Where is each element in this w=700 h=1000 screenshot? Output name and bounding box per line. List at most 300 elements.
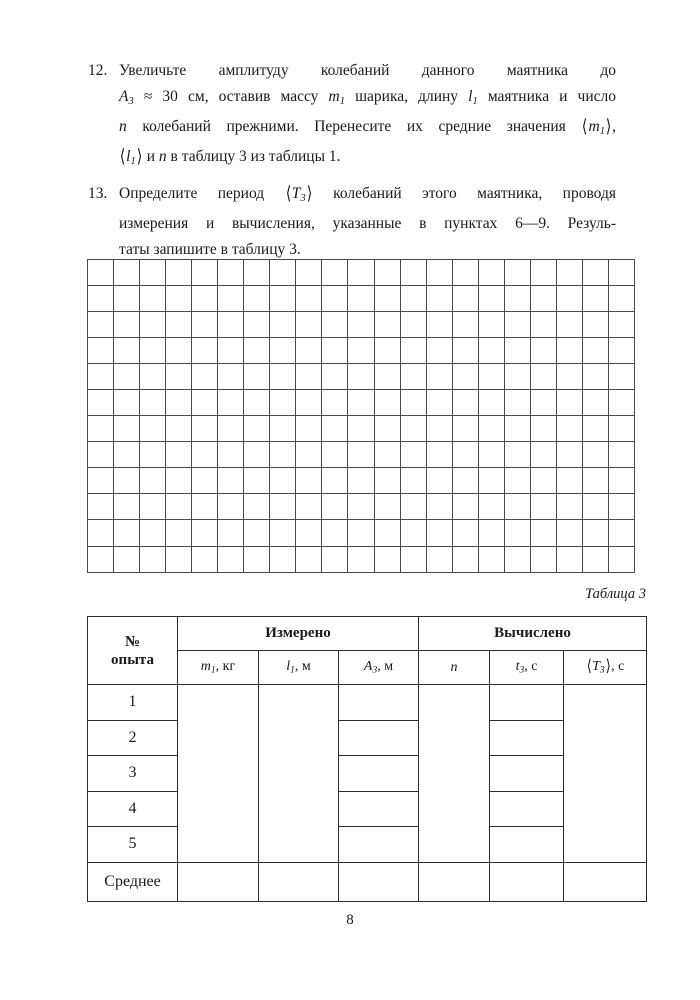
- grid-cell[interactable]: [374, 286, 400, 312]
- cell-amplitude-1[interactable]: [339, 685, 419, 721]
- grid-cell[interactable]: [374, 442, 400, 468]
- grid-cell[interactable]: [452, 286, 478, 312]
- grid-cell[interactable]: [192, 364, 218, 390]
- instruction-text-12: Увеличьте амплитуду колебаний данного маятника до $A_3 \approx 30$ см, оставив массу $m_1$ шарика, длину $l_1$ маятника и число n колебаний прежними. Перенесите их средние значения $⟨m_1⟩$, $⟨l_1⟩$ и n в таблицу 3 из таблицы 1.: [119, 62, 617, 168]
- grid-cell[interactable]: [426, 338, 452, 364]
- grid-cell[interactable]: [504, 520, 530, 546]
- grid-cell[interactable]: [374, 416, 400, 442]
- grid-cell[interactable]: [322, 416, 348, 442]
- grid-cell[interactable]: [192, 338, 218, 364]
- cell-oscillation-count-merged[interactable]: [419, 685, 490, 863]
- grid-cell[interactable]: [296, 338, 322, 364]
- grid-cell[interactable]: [296, 416, 322, 442]
- grid-cell[interactable]: [296, 312, 322, 338]
- grid-cell[interactable]: [140, 494, 166, 520]
- grid-table: [87, 259, 635, 573]
- grid-cell[interactable]: [114, 494, 140, 520]
- grid-cell[interactable]: [166, 312, 192, 338]
- grid-cell[interactable]: [270, 520, 296, 546]
- grid-cell[interactable]: [348, 312, 374, 338]
- grid-cell[interactable]: [478, 364, 504, 390]
- grid-cell[interactable]: [582, 312, 608, 338]
- grid-cell[interactable]: [452, 338, 478, 364]
- row-label-2[interactable]: 2: [88, 720, 178, 756]
- grid-cell[interactable]: [218, 416, 244, 442]
- grid-cell[interactable]: [504, 390, 530, 416]
- grid-cell[interactable]: [322, 312, 348, 338]
- cell-average-oscillation-count[interactable]: [419, 862, 490, 901]
- grid-cell[interactable]: [556, 416, 582, 442]
- grid-cell[interactable]: [322, 390, 348, 416]
- grid-cell[interactable]: [114, 312, 140, 338]
- grid-cell[interactable]: [88, 520, 114, 546]
- cell-time-4[interactable]: [490, 791, 564, 827]
- grid-cell[interactable]: [166, 364, 192, 390]
- grid-cell[interactable]: [504, 286, 530, 312]
- instruction-number-13: 13.: [88, 184, 108, 202]
- grid-cell[interactable]: [348, 468, 374, 494]
- grid-cell[interactable]: [244, 494, 270, 520]
- grid-cell[interactable]: [166, 546, 192, 572]
- grid-cell[interactable]: [426, 312, 452, 338]
- results-table: [87, 616, 647, 902]
- grid-cell[interactable]: [296, 468, 322, 494]
- grid-cell[interactable]: [296, 364, 322, 390]
- grid-cell[interactable]: [192, 286, 218, 312]
- grid-cell[interactable]: [270, 468, 296, 494]
- grid-cell[interactable]: [530, 442, 556, 468]
- grid-cell[interactable]: [530, 546, 556, 572]
- grid-cell[interactable]: [556, 494, 582, 520]
- grid-cell[interactable]: [348, 390, 374, 416]
- grid-cell[interactable]: [114, 546, 140, 572]
- grid-cell[interactable]: [374, 312, 400, 338]
- grid-cell[interactable]: [504, 468, 530, 494]
- cell-amplitude-2[interactable]: [339, 720, 419, 756]
- grid-cell[interactable]: [478, 442, 504, 468]
- grid-cell[interactable]: [322, 364, 348, 390]
- cell-length-merged[interactable]: [259, 685, 339, 863]
- grid-cell[interactable]: [530, 312, 556, 338]
- cell-amplitude-5[interactable]: [339, 827, 419, 863]
- grid-cell[interactable]: [270, 260, 296, 286]
- grid-cell[interactable]: [608, 312, 634, 338]
- results-table-3: [87, 616, 647, 902]
- instruction-number-12: 12.: [88, 62, 108, 79]
- grid-cell[interactable]: [322, 286, 348, 312]
- grid-cell[interactable]: [504, 364, 530, 390]
- grid-cell[interactable]: [608, 338, 634, 364]
- grid-cell[interactable]: [374, 494, 400, 520]
- grid-cell[interactable]: [270, 416, 296, 442]
- grid-cell[interactable]: [608, 286, 634, 312]
- grid-cell[interactable]: [504, 260, 530, 286]
- grid-cell[interactable]: [478, 390, 504, 416]
- grid-cell[interactable]: [504, 312, 530, 338]
- grid-cell[interactable]: [582, 546, 608, 572]
- grid-cell[interactable]: [114, 364, 140, 390]
- grid-cell[interactable]: [530, 520, 556, 546]
- grid-cell[interactable]: [270, 364, 296, 390]
- grid-cell[interactable]: [166, 520, 192, 546]
- grid-cell[interactable]: [504, 546, 530, 572]
- grid-cell[interactable]: [608, 494, 634, 520]
- grid-cell[interactable]: [270, 494, 296, 520]
- grid-cell[interactable]: [140, 442, 166, 468]
- grid-cell[interactable]: [504, 338, 530, 364]
- grid-cell[interactable]: [192, 468, 218, 494]
- grid-cell[interactable]: [582, 260, 608, 286]
- grid-cell[interactable]: [400, 494, 426, 520]
- grid-cell[interactable]: [608, 546, 634, 572]
- grid-cell[interactable]: [166, 416, 192, 442]
- grid-cell[interactable]: [608, 520, 634, 546]
- grid-cell[interactable]: [114, 442, 140, 468]
- grid-cell[interactable]: [348, 546, 374, 572]
- grid-cell[interactable]: [192, 520, 218, 546]
- grid-cell[interactable]: [88, 364, 114, 390]
- grid-cell[interactable]: [166, 260, 192, 286]
- grid-cell[interactable]: [374, 468, 400, 494]
- grid-cell[interactable]: [270, 338, 296, 364]
- cell-time-2[interactable]: [490, 720, 564, 756]
- grid-row: [88, 338, 635, 364]
- grid-cell[interactable]: [426, 494, 452, 520]
- grid-cell[interactable]: [114, 260, 140, 286]
- grid-cell[interactable]: [608, 390, 634, 416]
- grid-cell[interactable]: [556, 468, 582, 494]
- row-label-3[interactable]: 3: [88, 756, 178, 792]
- grid-cell[interactable]: [348, 364, 374, 390]
- grid-cell[interactable]: [556, 260, 582, 286]
- grid-cell[interactable]: [608, 468, 634, 494]
- grid-cell[interactable]: [192, 494, 218, 520]
- grid-cell[interactable]: [504, 494, 530, 520]
- grid-cell[interactable]: [218, 442, 244, 468]
- grid-cell[interactable]: [426, 286, 452, 312]
- header-no-symbol: №: [124, 633, 141, 650]
- grid-cell[interactable]: [556, 286, 582, 312]
- grid-cell[interactable]: [452, 546, 478, 572]
- grid-cell[interactable]: [530, 338, 556, 364]
- grid-cell[interactable]: [530, 260, 556, 286]
- grid-cell[interactable]: [140, 520, 166, 546]
- grid-cell[interactable]: [348, 338, 374, 364]
- grid-cell[interactable]: [244, 390, 270, 416]
- grid-cell[interactable]: [452, 494, 478, 520]
- grid-cell[interactable]: [556, 520, 582, 546]
- grid-cell[interactable]: [88, 260, 114, 286]
- grid-cell[interactable]: [478, 286, 504, 312]
- grid-cell[interactable]: [348, 494, 374, 520]
- grid-cell[interactable]: [218, 312, 244, 338]
- grid-cell[interactable]: [88, 494, 114, 520]
- grid-cell[interactable]: [348, 442, 374, 468]
- grid-cell[interactable]: [426, 468, 452, 494]
- grid-cell[interactable]: [244, 468, 270, 494]
- grid-cell[interactable]: [608, 260, 634, 286]
- grid-cell[interactable]: [140, 546, 166, 572]
- grid-cell[interactable]: [322, 260, 348, 286]
- grid-cell[interactable]: [478, 468, 504, 494]
- cell-average-length[interactable]: [259, 862, 339, 901]
- grid-cell[interactable]: [426, 520, 452, 546]
- grid-cell[interactable]: [426, 442, 452, 468]
- grid-cell[interactable]: [244, 338, 270, 364]
- grid-cell[interactable]: [478, 546, 504, 572]
- grid-cell[interactable]: [400, 520, 426, 546]
- grid-cell[interactable]: [348, 286, 374, 312]
- grid-cell[interactable]: [452, 416, 478, 442]
- grid-cell[interactable]: [114, 286, 140, 312]
- grid-cell[interactable]: [452, 260, 478, 286]
- grid-cell[interactable]: [192, 416, 218, 442]
- grid-cell[interactable]: [114, 416, 140, 442]
- grid-cell[interactable]: [426, 364, 452, 390]
- grid-cell[interactable]: [582, 520, 608, 546]
- cell-time-5[interactable]: [490, 827, 564, 863]
- grid-cell[interactable]: [426, 390, 452, 416]
- grid-cell[interactable]: [192, 312, 218, 338]
- grid-cell[interactable]: [504, 442, 530, 468]
- table-group-header-row: [88, 617, 647, 651]
- grid-cell[interactable]: [140, 390, 166, 416]
- grid-cell[interactable]: [296, 442, 322, 468]
- grid-cell[interactable]: [452, 468, 478, 494]
- cell-mean-period-merged[interactable]: [564, 685, 647, 863]
- grid-cell[interactable]: [244, 546, 270, 572]
- grid-cell[interactable]: [426, 260, 452, 286]
- grid-cell[interactable]: [530, 390, 556, 416]
- grid-cell[interactable]: [296, 494, 322, 520]
- grid-cell[interactable]: [582, 416, 608, 442]
- grid-cell[interactable]: [478, 312, 504, 338]
- grid-cell[interactable]: [374, 390, 400, 416]
- grid-cell[interactable]: [452, 390, 478, 416]
- grid-cell[interactable]: [218, 468, 244, 494]
- grid-cell[interactable]: [296, 546, 322, 572]
- grid-cell[interactable]: [504, 416, 530, 442]
- grid-cell[interactable]: [296, 390, 322, 416]
- grid-cell[interactable]: [218, 390, 244, 416]
- grid-cell[interactable]: [322, 520, 348, 546]
- grid-cell[interactable]: [218, 546, 244, 572]
- grid-cell[interactable]: [140, 416, 166, 442]
- table-average-row: [88, 862, 647, 901]
- grid-row: [88, 312, 635, 338]
- grid-cell[interactable]: [322, 468, 348, 494]
- grid-cell[interactable]: [322, 546, 348, 572]
- row-label-4[interactable]: 4: [88, 791, 178, 827]
- row-label-5[interactable]: 5: [88, 827, 178, 863]
- grid-cell[interactable]: [270, 312, 296, 338]
- grid-cell[interactable]: [582, 468, 608, 494]
- grid-cell[interactable]: [244, 442, 270, 468]
- grid-cell[interactable]: [400, 416, 426, 442]
- grid-cell[interactable]: [452, 364, 478, 390]
- grid-cell[interactable]: [426, 546, 452, 572]
- grid-cell[interactable]: [140, 364, 166, 390]
- grid-cell[interactable]: [322, 442, 348, 468]
- grid-cell[interactable]: [400, 312, 426, 338]
- grid-cell[interactable]: [322, 494, 348, 520]
- grid-row: [88, 416, 635, 442]
- grid-cell[interactable]: [192, 546, 218, 572]
- grid-cell[interactable]: [556, 364, 582, 390]
- grid-cell[interactable]: [140, 338, 166, 364]
- grid-row: [88, 390, 635, 416]
- grid-cell[interactable]: [530, 286, 556, 312]
- grid-cell[interactable]: [400, 286, 426, 312]
- grid-cell[interactable]: [556, 442, 582, 468]
- grid-cell[interactable]: [530, 468, 556, 494]
- grid-cell[interactable]: [400, 364, 426, 390]
- grid-cell[interactable]: [114, 338, 140, 364]
- grid-cell[interactable]: [452, 520, 478, 546]
- grid-cell[interactable]: [270, 286, 296, 312]
- grid-cell[interactable]: [478, 260, 504, 286]
- grid-cell[interactable]: [400, 390, 426, 416]
- grid-cell[interactable]: [244, 260, 270, 286]
- cell-average-mean-period[interactable]: [564, 862, 647, 901]
- grid-cell[interactable]: [530, 494, 556, 520]
- cell-amplitude-3[interactable]: [339, 756, 419, 792]
- grid-cell[interactable]: [296, 260, 322, 286]
- page-number: 8: [346, 912, 354, 928]
- grid-cell[interactable]: [582, 338, 608, 364]
- grid-row: [88, 260, 635, 286]
- header-no-word: опыта: [111, 651, 154, 668]
- grid-cell[interactable]: [530, 364, 556, 390]
- grid-cell[interactable]: [374, 520, 400, 546]
- grid-cell[interactable]: [218, 520, 244, 546]
- cell-amplitude-4[interactable]: [339, 791, 419, 827]
- grid-cell[interactable]: [244, 416, 270, 442]
- grid-cell[interactable]: [348, 260, 374, 286]
- grid-cell[interactable]: [114, 390, 140, 416]
- grid-cell[interactable]: [400, 338, 426, 364]
- grid-cell[interactable]: [218, 338, 244, 364]
- grid-cell[interactable]: [322, 338, 348, 364]
- grid-row: [88, 364, 635, 390]
- grid-cell[interactable]: [218, 260, 244, 286]
- grid-cell[interactable]: [88, 390, 114, 416]
- grid-cell[interactable]: [140, 312, 166, 338]
- grid-cell[interactable]: [556, 390, 582, 416]
- cell-time-3[interactable]: [490, 756, 564, 792]
- grid-cell[interactable]: [88, 546, 114, 572]
- grid-cell[interactable]: [582, 364, 608, 390]
- grid-cell[interactable]: [556, 546, 582, 572]
- grid-cell[interactable]: [296, 520, 322, 546]
- grid-cell[interactable]: [400, 260, 426, 286]
- grid-cell[interactable]: [166, 494, 192, 520]
- grid-cell[interactable]: [478, 416, 504, 442]
- grid-cell[interactable]: [166, 286, 192, 312]
- grid-cell[interactable]: [114, 468, 140, 494]
- grid-cell[interactable]: [192, 260, 218, 286]
- grid-cell[interactable]: [478, 338, 504, 364]
- header-cell-measured: Измерено: [178, 617, 419, 651]
- grid-cell[interactable]: [556, 312, 582, 338]
- grid-cell[interactable]: [478, 494, 504, 520]
- grid-cell[interactable]: [270, 546, 296, 572]
- grid-cell[interactable]: [114, 520, 140, 546]
- grid-cell[interactable]: [608, 442, 634, 468]
- grid-cell[interactable]: [374, 546, 400, 572]
- grid-cell[interactable]: [218, 494, 244, 520]
- grid-cell[interactable]: [244, 286, 270, 312]
- grid-cell[interactable]: [192, 442, 218, 468]
- grid-cell[interactable]: [478, 520, 504, 546]
- grid-cell[interactable]: [166, 390, 192, 416]
- grid-cell[interactable]: [400, 546, 426, 572]
- grid-cell[interactable]: [400, 468, 426, 494]
- grid-cell[interactable]: [88, 338, 114, 364]
- instruction-item-12: [88, 58, 616, 175]
- cell-average-amplitude[interactable]: [339, 862, 419, 901]
- grid-cell[interactable]: [374, 364, 400, 390]
- grid-row: [88, 494, 635, 520]
- grid-cell[interactable]: [582, 390, 608, 416]
- grid-cell[interactable]: [452, 442, 478, 468]
- grid-cell[interactable]: [140, 468, 166, 494]
- grid-cell[interactable]: [374, 260, 400, 286]
- grid-cell[interactable]: [270, 442, 296, 468]
- grid-cell[interactable]: [88, 416, 114, 442]
- grid-row: [88, 520, 635, 546]
- grid-cell[interactable]: [244, 364, 270, 390]
- grid-cell[interactable]: [166, 468, 192, 494]
- grid-cell[interactable]: [88, 442, 114, 468]
- row-label-1[interactable]: 1: [88, 685, 178, 721]
- grid-cell[interactable]: [218, 364, 244, 390]
- grid-cell[interactable]: [218, 286, 244, 312]
- grid-cell[interactable]: [140, 260, 166, 286]
- grid-cell[interactable]: [582, 286, 608, 312]
- grid-cell[interactable]: [426, 416, 452, 442]
- grid-cell[interactable]: [348, 520, 374, 546]
- grid-cell[interactable]: [374, 338, 400, 364]
- grid-cell[interactable]: [608, 416, 634, 442]
- cell-average-time[interactable]: [490, 862, 564, 901]
- grid-cell[interactable]: [530, 416, 556, 442]
- grid-cell[interactable]: [348, 416, 374, 442]
- grid-cell[interactable]: [296, 286, 322, 312]
- cell-mass-merged[interactable]: [178, 685, 259, 863]
- grid-cell[interactable]: [244, 520, 270, 546]
- grid-cell[interactable]: [608, 364, 634, 390]
- grid-cell[interactable]: [192, 390, 218, 416]
- grid-cell[interactable]: [166, 338, 192, 364]
- table-row: [88, 827, 647, 863]
- grid-cell[interactable]: [88, 468, 114, 494]
- cell-time-1[interactable]: [490, 685, 564, 721]
- grid-cell[interactable]: [582, 494, 608, 520]
- grid-cell[interactable]: [400, 442, 426, 468]
- grid-cell[interactable]: [582, 442, 608, 468]
- cell-average-mass[interactable]: [178, 862, 259, 901]
- grid-cell[interactable]: [140, 286, 166, 312]
- grid-cell[interactable]: [88, 286, 114, 312]
- grid-cell[interactable]: [166, 442, 192, 468]
- grid-cell[interactable]: [556, 338, 582, 364]
- grid-cell[interactable]: [452, 312, 478, 338]
- instruction-list: [88, 58, 616, 268]
- grid-cell[interactable]: [270, 390, 296, 416]
- grid-cell[interactable]: [88, 312, 114, 338]
- grid-cell[interactable]: [244, 312, 270, 338]
